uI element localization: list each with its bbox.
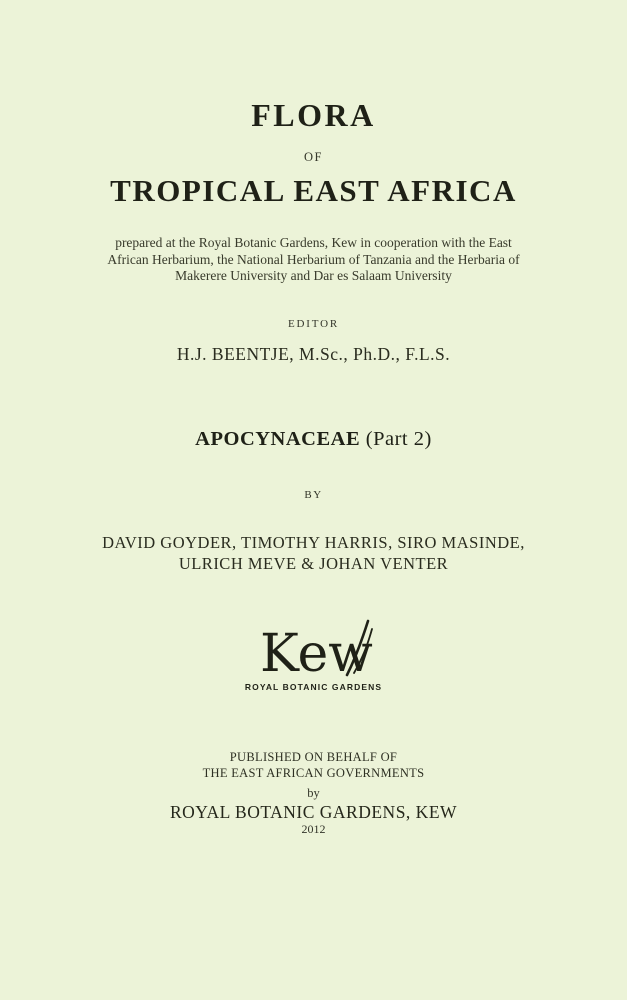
preparation-line-3: Makerere University and Dar es Salaam University <box>175 268 452 283</box>
volume-title <box>0 428 627 451</box>
title-flora: FLORA <box>251 97 376 133</box>
editor-name: H.J. BEENTJE, M.Sc., Ph.D., F.L.S. <box>176 344 451 364</box>
family-part: (Part 2) <box>360 428 432 450</box>
preparation-note <box>0 235 627 285</box>
author-line-1: DAVID GOYDER, TIMOTHY HARRIS, SIRO MASINDE, <box>102 533 525 552</box>
publication-year: 2012 <box>301 822 326 836</box>
preparation-line-2: African Herbarium, the National Herbarium of Tanzania and the Herbaria of <box>107 251 520 267</box>
editor-label: EDITOR <box>288 318 339 330</box>
authors <box>0 532 627 574</box>
publisher-name: ROYAL BOTANIC GARDENS, KEW <box>169 802 458 822</box>
kew-logo-graphic <box>234 615 394 687</box>
title-main: TROPICAL EAST AFRICA <box>110 173 517 208</box>
imprint-line-2: THE EAST AFRICAN GOVERNMENTS <box>202 766 425 780</box>
kew-logo-subtitle: ROYAL BOTANIC GARDENS <box>244 682 383 692</box>
family-name: APOCYNACEAE <box>195 428 361 450</box>
imprint-by: by <box>307 786 320 800</box>
preparation-line-1: prepared at the Royal Botanic Gardens, Kew in cooperation with the East <box>115 235 512 250</box>
author-line-2: ULRICH MEVE & JOHAN VENTER <box>178 554 449 573</box>
imprint-line-1: PUBLISHED ON BEHALF OF <box>229 750 398 764</box>
kew-wordmark: Kew <box>259 624 373 684</box>
by-label: BY <box>304 489 323 501</box>
title-connector-of: OF <box>304 150 323 164</box>
